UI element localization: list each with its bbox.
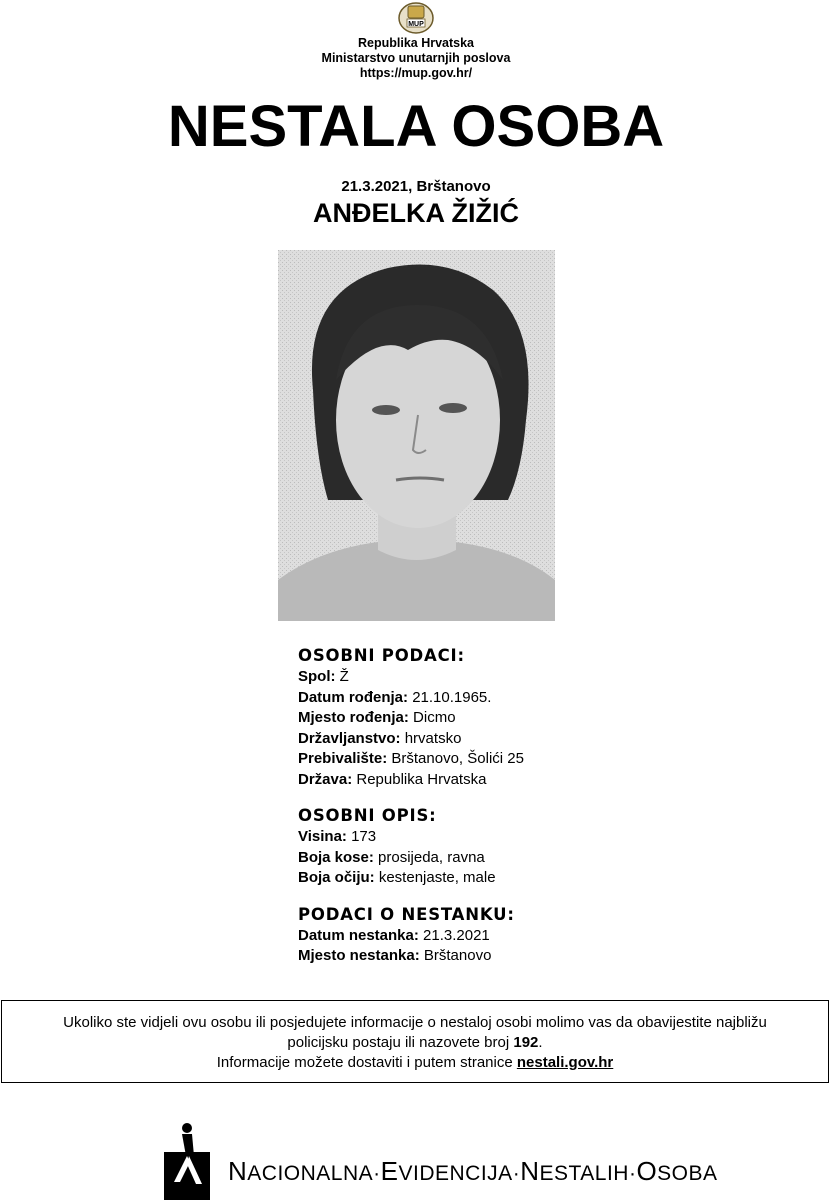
detail-row: Mjesto nestanka: Brštanovo [298, 947, 492, 964]
detail-row: Datum nestanka: 21.3.2021 [298, 926, 490, 944]
detail-row: Spol: Ž [298, 668, 349, 685]
detail-row: Država: Republika Hrvatska [298, 770, 487, 788]
page-title: NESTALA OSOBA [167, 94, 665, 159]
person-details [298, 645, 718, 967]
date-location: 21.3.2021, Brštanovo [341, 178, 491, 195]
ministry-website[interactable]: https://mup.gov.hr/ [359, 66, 473, 80]
walking-person-logo [160, 1122, 214, 1200]
person-photo [278, 250, 555, 621]
phone-number: 192 [513, 1034, 539, 1051]
detail-row: Visina: 173 [298, 828, 377, 845]
country-name: Republika Hrvatska [357, 36, 475, 50]
detail-row: Boja očiju: kestenjaste, male [298, 869, 496, 886]
footer-title: NACIONALNA·EVIDENCIJA·NESTALIH·OSOBA [228, 1156, 718, 1186]
notice-line-3: Informacije možete dostaviti i putem stranice nestali.gov.hr [216, 1054, 614, 1071]
detail-row: Datum rođenja: 21.10.1965. [298, 688, 492, 706]
nestali-link[interactable]: nestali.gov.hr [516, 1054, 614, 1071]
detail-row: Mjesto rođenja: Dicmo [298, 709, 456, 726]
contact-notice [1, 1000, 829, 1083]
section-heading-disappearance: PODACI O NESTANKU: [298, 904, 515, 924]
detail-row: Državljanstvo: hrvatsko [298, 729, 462, 747]
detail-row: Prebivalište: Brštanovo, Šolići 25 [298, 750, 524, 767]
section-heading-description: OSOBNI OPIS: [298, 806, 437, 825]
ministry-name: Ministarstvo unutarnjih poslova [321, 51, 511, 65]
section-heading-personal: OSOBNI PODACI: [298, 646, 465, 665]
notice-line-2: policijsku postaju ili nazovete broj 192. [287, 1034, 543, 1051]
notice-line-1: Ukoliko ste vidjeli ovu osobu ili posjedujete informacije o nestaloj osobi molimo vas da obavijestite najbližu [63, 1014, 767, 1031]
mup-seal-logo [396, 2, 436, 34]
person-name: ANĐELKA ŽIŽIĆ [313, 198, 519, 228]
footer [160, 1122, 718, 1200]
svg-text:MUP: MUP [408, 21, 424, 28]
detail-row: Boja kose: prosijeda, ravna [298, 848, 485, 866]
